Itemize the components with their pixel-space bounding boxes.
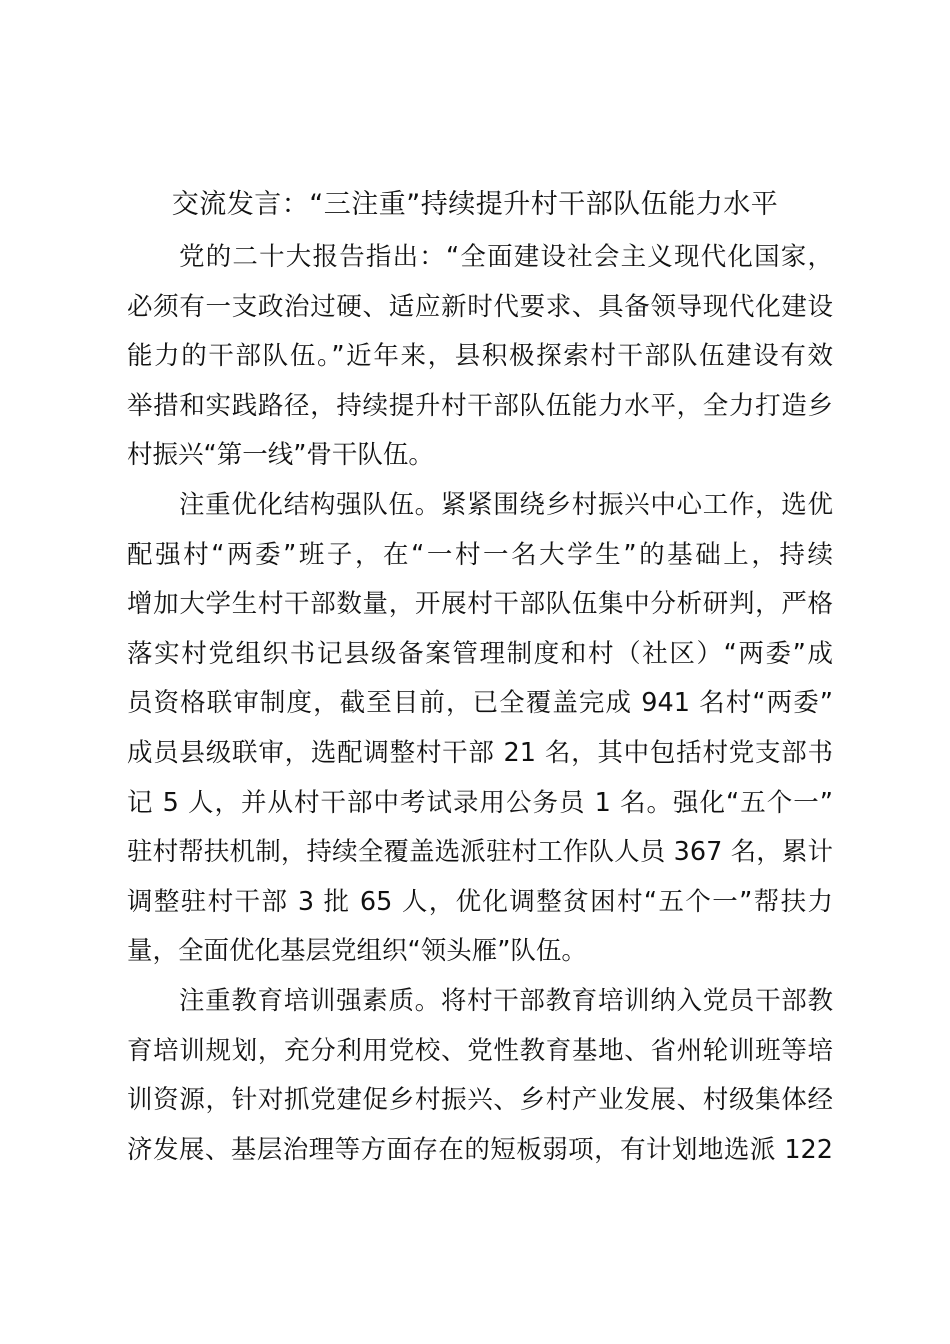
paragraph-intro (127, 233, 833, 481)
text-line: 村振兴“第一线”骨干队伍。 (127, 440, 434, 471)
text-line: 量，全面优化基层党组织“领头雁”队伍。 (127, 936, 587, 967)
paragraph-training (127, 977, 833, 1175)
text-line: 注重优化结构强队伍。紧紧围绕乡村振兴中心工作，选优 (179, 489, 833, 520)
text-line: 济发展、基层治理等方面存在的短板弱项，有计划地选派 122 (127, 1134, 833, 1165)
text-line: 训资源，针对抓党建促乡村振兴、乡村产业发展、村级集体经 (127, 1085, 833, 1116)
text-line: 注重教育培训强素质。将村干部教育培训纳入党员干部教 (179, 985, 833, 1016)
text-line: 能力的干部队伍。”近年来，县积极探索村干部队伍建设有效 (127, 341, 833, 372)
text-line: 配强村“两委”班子，在“一村一名大学生”的基础上，持续 (127, 539, 833, 570)
text-line: 记 5 人，并从村干部中考试录用公务员 1 名。强化“五个一” (127, 787, 833, 818)
text-line: 党的二十大报告指出：“全面建设社会主义现代化国家， (179, 242, 833, 272)
text-line: 员资格联审制度，截至目前，已全覆盖完成 941 名村“两委” (127, 688, 833, 719)
text-line: 增加大学生村干部数量，开展村干部队伍集中分析研判，严格 (127, 589, 833, 620)
text-line: 成员县级联审，选配调整村干部 21 名，其中包括村党支部书 (127, 737, 833, 768)
text-line: 落实村党组织书记县级备案管理制度和村（社区）“两委”成 (127, 638, 833, 669)
paragraph-structure (127, 481, 833, 977)
document-title: 交流发言：“三注重”持续提升村干部队伍能力水平 (171, 189, 779, 220)
text-line: 育培训规划，充分利用党校、党性教育基地、省州轮训班等培 (127, 1035, 833, 1066)
text-line: 必须有一支政治过硬、适应新时代要求、具备领导现代化建设 (127, 291, 833, 322)
document-body (127, 233, 833, 1175)
text-line: 驻村帮扶机制，持续全覆盖选派驻村工作队人员 367 名，累计 (127, 837, 833, 868)
text-line: 调整驻村干部 3 批 65 人，优化调整贫困村“五个一”帮扶力 (127, 886, 833, 917)
text-line: 举措和实践路径，持续提升村干部队伍能力水平，全力打造乡 (127, 390, 833, 421)
